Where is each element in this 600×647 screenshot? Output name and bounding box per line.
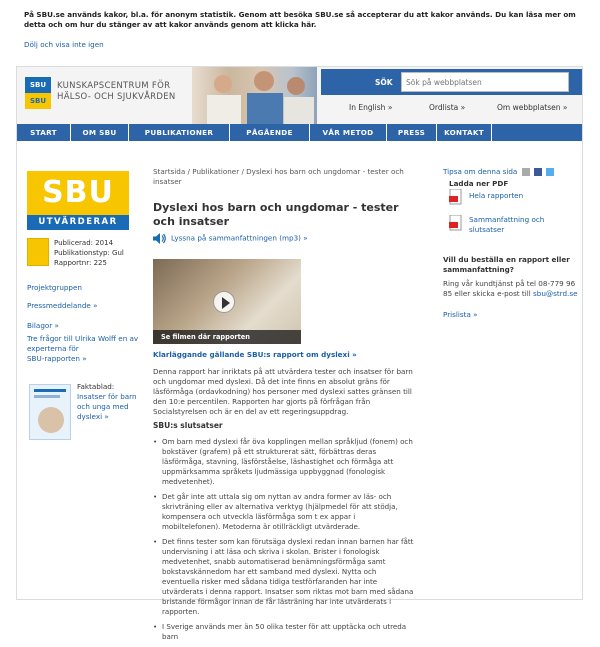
org-name[interactable] <box>57 81 176 103</box>
in-english-link[interactable]: In English » <box>349 103 393 112</box>
photo-person <box>247 93 283 124</box>
email-link[interactable]: sbu@strd.se <box>533 289 578 298</box>
faktablad-link-line3[interactable]: dyslexi » <box>77 412 109 421</box>
conclusions-list <box>153 437 415 647</box>
video-player[interactable] <box>153 259 301 344</box>
download-heading: Ladda ner PDF <box>449 179 509 188</box>
nav-publikationer[interactable]: PUBLIKATIONER <box>129 124 230 141</box>
thumb-subtitle-bar <box>34 395 60 398</box>
thumb-photo <box>38 407 64 433</box>
nav-om-sbu[interactable]: OM SBU <box>71 124 129 141</box>
faktablad-link-line2[interactable]: och unga med <box>77 402 129 411</box>
meta-published: Publicerad: 2014 <box>54 239 114 247</box>
site-header <box>17 67 582 124</box>
prislista-link[interactable]: Prislista » <box>443 310 478 319</box>
sbu-utvarderar-badge <box>27 171 129 230</box>
faktablad-text[interactable] <box>77 382 137 422</box>
cookie-hide-link[interactable]: Dölj och visa inte igen <box>24 40 104 49</box>
share-row <box>443 167 554 177</box>
speaker-icon <box>153 233 167 244</box>
nav-var-metod[interactable]: VÅR METOD <box>310 124 387 141</box>
page-title: Dyslexi hos barn och ungdomar - tester och insatser <box>153 201 399 228</box>
publication-meta <box>27 238 139 270</box>
twitter-icon[interactable] <box>546 168 554 176</box>
list-item: • Det finns tester som kan förutsäga dyslexi redan innan barnen har fått undervisning i att läsa och skriva i skolan. Brister i fonologisk medvetenhet, snabb automatiserad benämningsförmåga samt bokstavskännedom har ett samband med dyslexi. Nytta och eventuella risker med sådana tidiga testförfaranden har inte utvärderats i denna rapport. Insatser som riktas mot barn med sådana bristande förmågor innan de får lästräning har inte utvärderats i rapporten. <box>153 537 415 617</box>
bilagor-link[interactable]: Bilagor » <box>27 321 59 330</box>
list-item: • Om barn med dyslexi får öva kopplingen mellan språkljud (fonem) och bokstäver (grafem) på ett strukturerat sätt, förbättras deras läsförmåga, stavning, läsförståelse, läshastighet och förmåga att uppmärksamma språkets ljudmässiga uppbyggnad (fonologisk medvetenhet). <box>153 437 415 487</box>
main-nav <box>17 124 582 141</box>
order-heading: Vill du beställa en rapport eller sammanfattning? <box>443 255 570 274</box>
play-icon[interactable] <box>213 291 235 313</box>
list-item: • Det går inte att uttala sig om nyttan av andra former av läs- och skrivträning eller av alternativa verktyg (hjälpmedel för att stödja, kompensera och utveckla läsförmåga som t ex appar i mobiltelefonen). Metoderna är otillräckligt utvärderade. <box>153 492 415 532</box>
meta-report-number: Rapportnr: 225 <box>54 259 107 267</box>
logo-bottom: SBU <box>25 93 51 109</box>
pdf-icon[interactable] <box>449 189 463 205</box>
faktablad[interactable] <box>27 382 139 438</box>
pdf-icon[interactable] <box>449 215 463 231</box>
nav-kontakt[interactable]: KONTAKT <box>437 124 492 141</box>
photo-head <box>214 75 232 93</box>
listen-link[interactable] <box>153 233 308 244</box>
photo-head <box>254 71 274 91</box>
org-name-line1: KUNSKAPSCENTRUM FÖR <box>57 81 171 91</box>
ordlista-link[interactable]: Ordlista » <box>429 103 466 112</box>
faktablad-link-line1[interactable]: Insatser för barn <box>77 392 137 401</box>
tipsa-link[interactable]: Tipsa om denna sida <box>443 167 518 176</box>
faktablad-thumbnail[interactable] <box>29 384 71 440</box>
photo-person <box>284 97 314 124</box>
sammanfattning-link-line1[interactable]: Sammanfattning och <box>469 215 545 224</box>
faktablad-label: Faktablad: <box>77 382 115 391</box>
order-text <box>443 279 581 299</box>
listen-link-text[interactable]: Lyssna på sammanfattningen (mp3) » <box>171 233 308 243</box>
tre-fragor-link-line2[interactable]: experterna för <box>27 344 79 353</box>
email-icon[interactable] <box>522 168 530 176</box>
search-bar <box>321 69 582 95</box>
nav-press[interactable]: PRESS <box>387 124 437 141</box>
order-text-body: Ring vår kundtjänst på tel 08-779 96 85 eller skicka e-post till <box>443 279 576 298</box>
facebook-icon[interactable] <box>534 168 542 176</box>
hela-rapporten-link[interactable]: Hela rapporten <box>469 191 524 200</box>
search-label: SÖK <box>375 78 393 87</box>
photo-head <box>287 77 305 95</box>
tre-fragor-link-line1[interactable]: Tre frågor till Ulrika Wolff en av <box>27 334 139 343</box>
photo-person <box>207 95 241 124</box>
logo-top: SBU <box>25 77 51 93</box>
badge-bottom: UTVÄRDERAR <box>27 215 129 230</box>
main-content <box>153 167 414 641</box>
clarification-link[interactable]: Klarläggande gällande SBU:s rapport om dyslexi » <box>153 350 357 359</box>
cookie-message: På SBU.se används kakor, bl.a. för anonym statistik. Genom att besöka SBU.se så accepterar du att kakor används. Du kan läsa mer om detta och om hur du stänger av att kakor används genom att klicka här. <box>24 10 576 29</box>
header-photo <box>192 67 317 124</box>
page-container <box>16 66 583 641</box>
thumb-title-bar <box>34 389 66 392</box>
sbu-logo[interactable] <box>25 77 51 109</box>
search-input[interactable] <box>401 72 569 92</box>
cookie-banner <box>0 0 600 60</box>
report-cover-icon[interactable] <box>27 238 49 266</box>
video-caption: Se filmen där rapporten <box>153 330 301 344</box>
sammanfattning-link-line2[interactable]: slutsatser <box>469 225 505 234</box>
conclusions-heading: SBU:s slutsatser <box>153 421 223 430</box>
intro-paragraph: Denna rapport har inriktats på att utvärdera tester och insatser för barn och ungdomar med dyslexi. Då det inte finns en absolut gräns för läsförmåga (ordavkodning) hos personer med dyslexi sattes gränsen till den 10:e percentilen. Rapporten har gjorts på förfrågan från Socialstyrelsen och är en del av ett regeringsuppdrag. <box>153 367 413 416</box>
om-webbplatsen-link[interactable]: Om webbplatsen » <box>497 103 568 112</box>
projektgruppen-link[interactable]: Projektgruppen <box>27 283 82 292</box>
badge-top: SBU <box>27 171 129 215</box>
org-name-line2: HÄLSO- OCH SJUKVÅRDEN <box>57 92 176 102</box>
breadcrumb[interactable]: Startsida / Publikationer / Dyslexi hos barn och ungdomar - tester och insatser <box>153 167 404 186</box>
pressmeddelande-link[interactable]: Pressmeddelande » <box>27 301 98 310</box>
nav-start[interactable]: START <box>17 124 71 141</box>
list-item: • I Sverige används mer än 50 olika tester för att upptäcka och utreda barn <box>153 622 415 642</box>
nav-pagaende[interactable]: PÅGÅENDE <box>230 124 310 141</box>
tre-fragor-link-line3[interactable]: SBU-rapporten » <box>27 354 87 363</box>
meta-type: Publikationstyp: Gul <box>54 249 124 257</box>
